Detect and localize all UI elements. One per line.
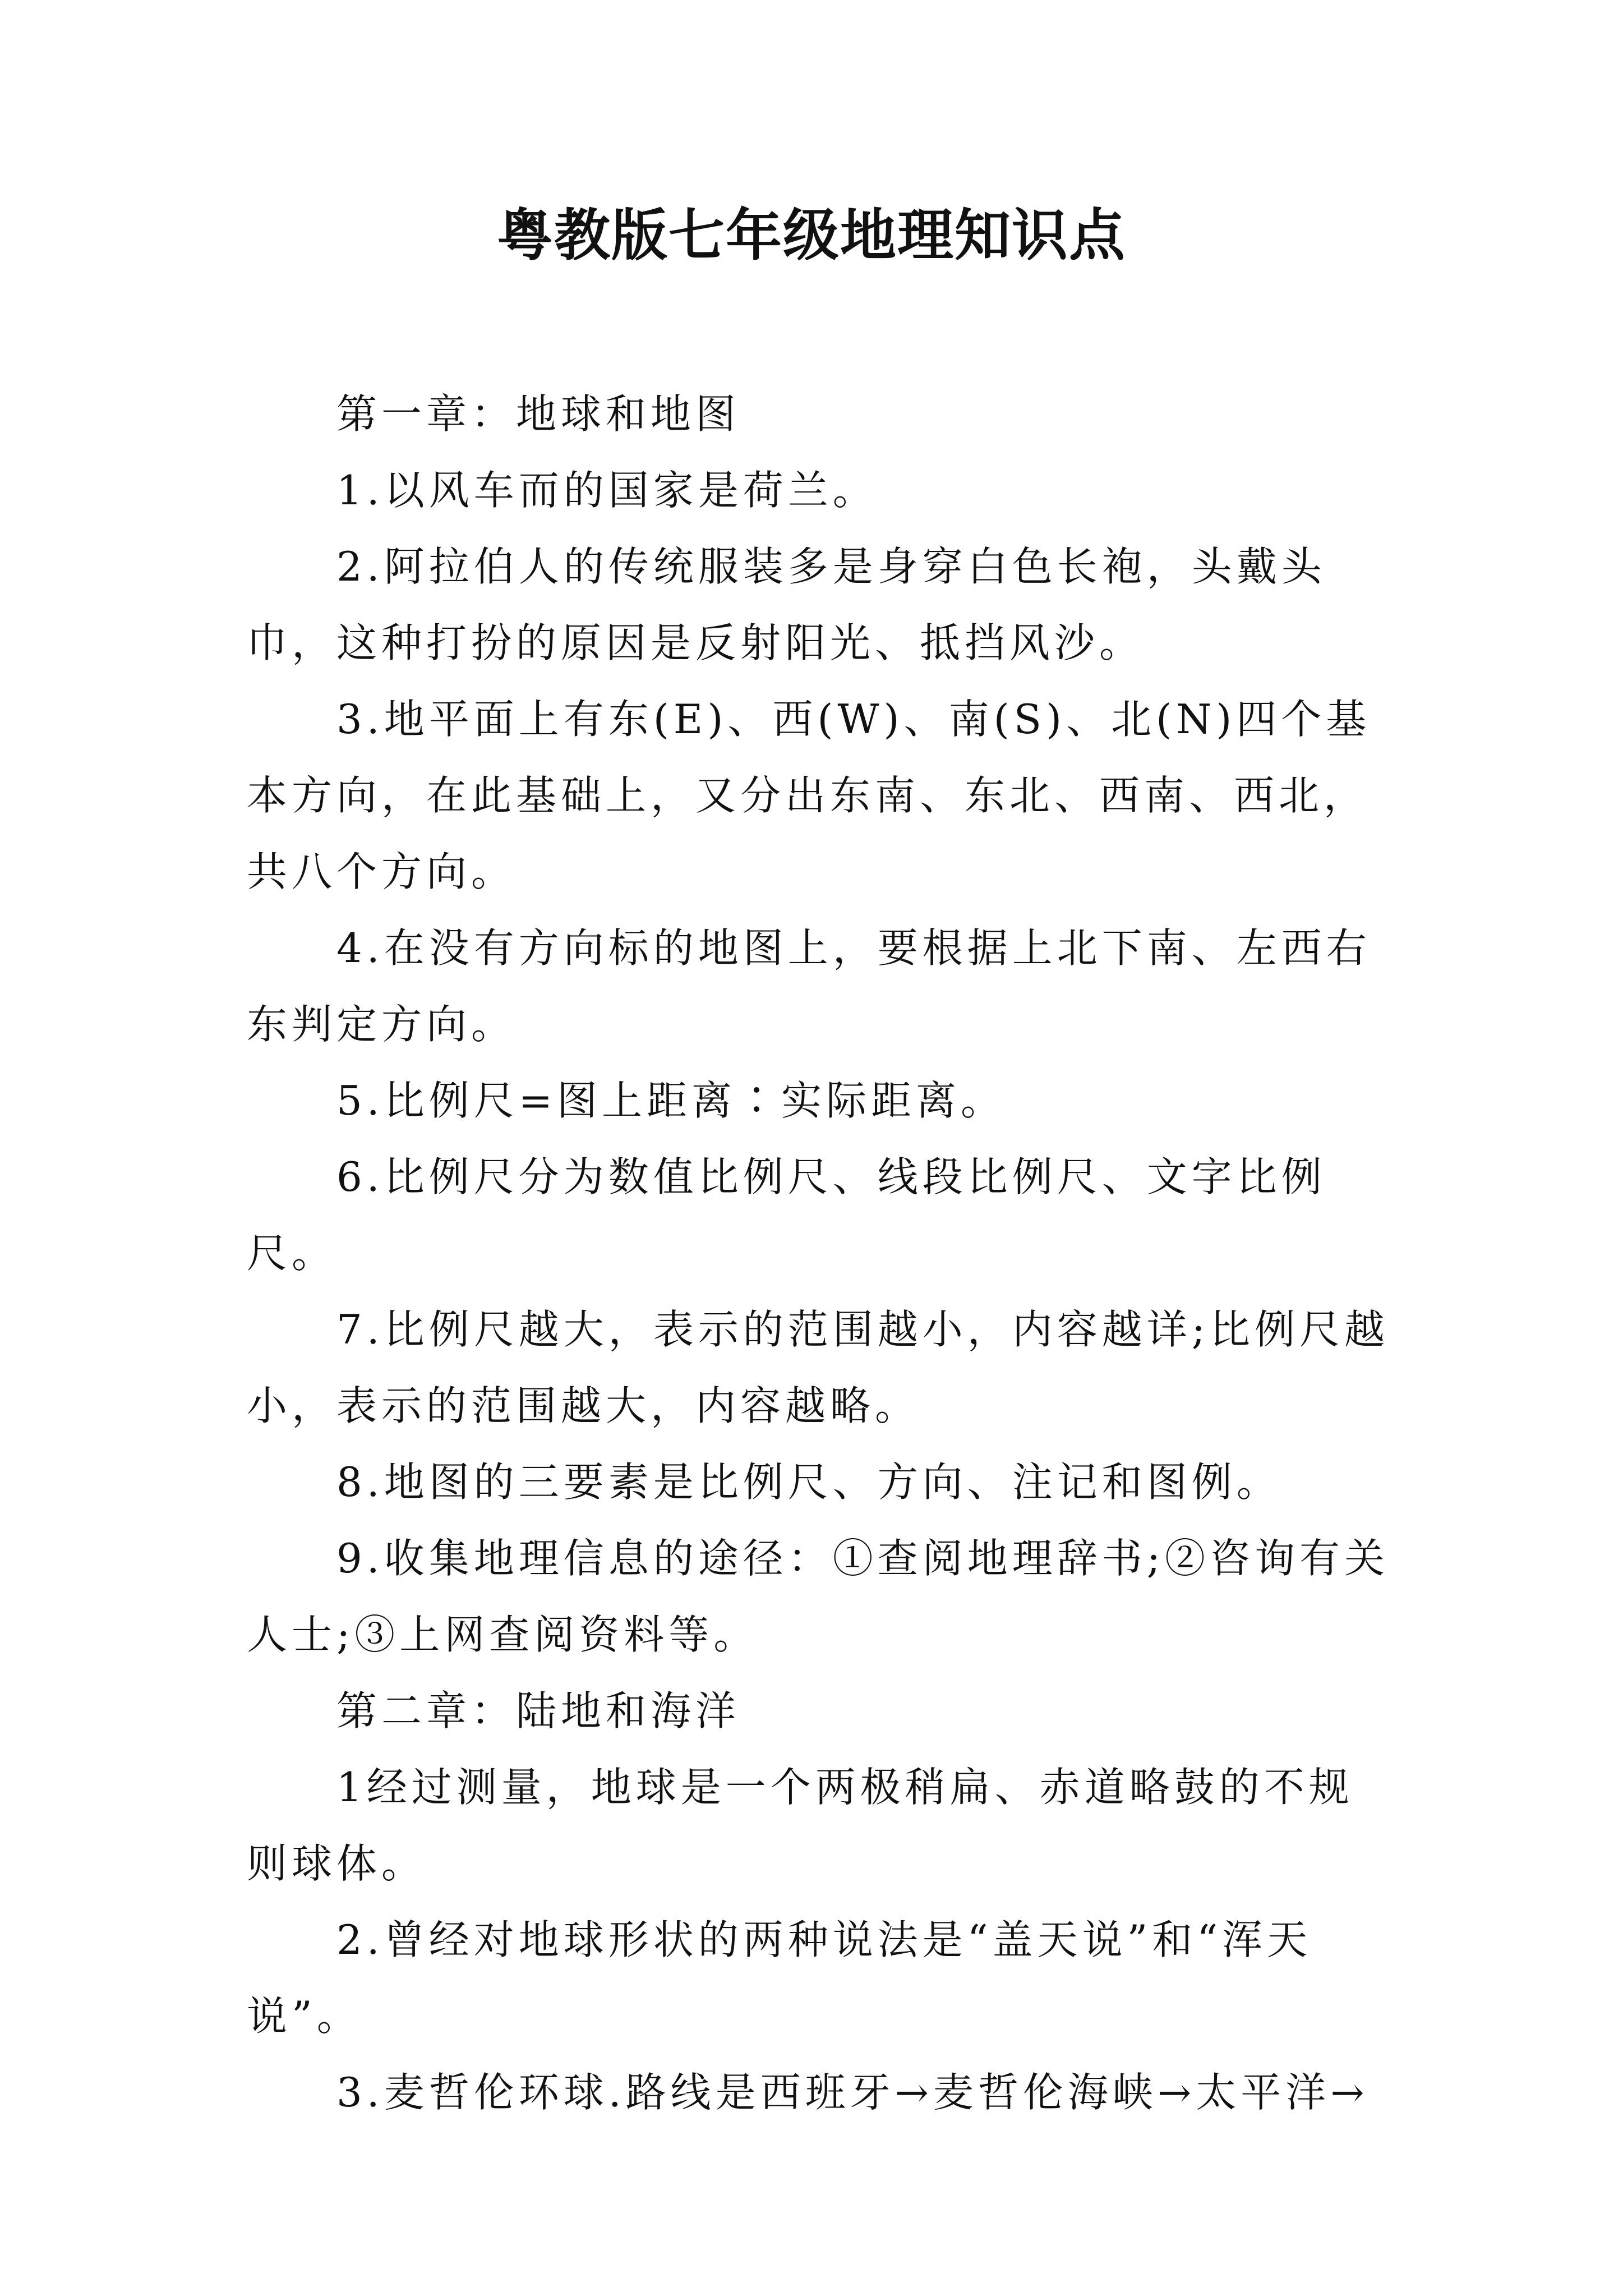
knowledge-point: 6.比例尺分为数值比例尺、线段比例尺、文字比例尺。	[247, 1153, 1326, 1277]
knowledge-point: 1经过测量，地球是一个两极稍扁、赤道略鼓的不规则球体。	[247, 1764, 1354, 1887]
knowledge-point: 2.曾经对地球形状的两种说法是“盖天说”和“浑天说”。	[247, 1916, 1312, 2040]
knowledge-point: 1.以风车而的国家是荷兰。	[336, 467, 878, 514]
knowledge-point: 5.比例尺=图上距离∶实际距离。	[336, 1077, 1006, 1124]
knowledge-point: 8.地图的三要素是比例尺、方向、注记和图例。	[336, 1458, 1281, 1506]
document-title: 粤教版七年级地理知识点	[497, 203, 1126, 268]
chapter-heading-1: 第一章：地球和地图	[336, 390, 741, 438]
knowledge-point: 3.麦哲伦环球.路线是西班牙→麦哲伦海峡→太平洋→	[336, 2069, 1369, 2116]
document-body	[247, 376, 1391, 2131]
knowledge-point: 2.阿拉伯人的传统服装多是身穿白色长袍，头戴头巾，这种打扮的原因是反射阳光、抵挡风沙。	[247, 543, 1326, 666]
knowledge-point: 7.比例尺越大，表示的范围越小，内容越详;比例尺越小，表示的范围越大，内容越略。	[247, 1306, 1389, 1429]
chapter-heading-2: 第二章：陆地和海洋	[336, 1687, 741, 1734]
knowledge-point: 4.在没有方向标的地图上，要根据上北下南、左西右东判定方向。	[247, 924, 1371, 1048]
knowledge-point: 3.地平面上有东(E)、西(W)、南(S)、北(N)四个基本方向，在此基础上，又分出东南、东北、西南、西北，共八个方向。	[247, 696, 1371, 895]
knowledge-point: 9.收集地理信息的途径：①查阅地理辞书;②咨询有关人士;③上网查阅资料等。	[247, 1535, 1389, 1658]
